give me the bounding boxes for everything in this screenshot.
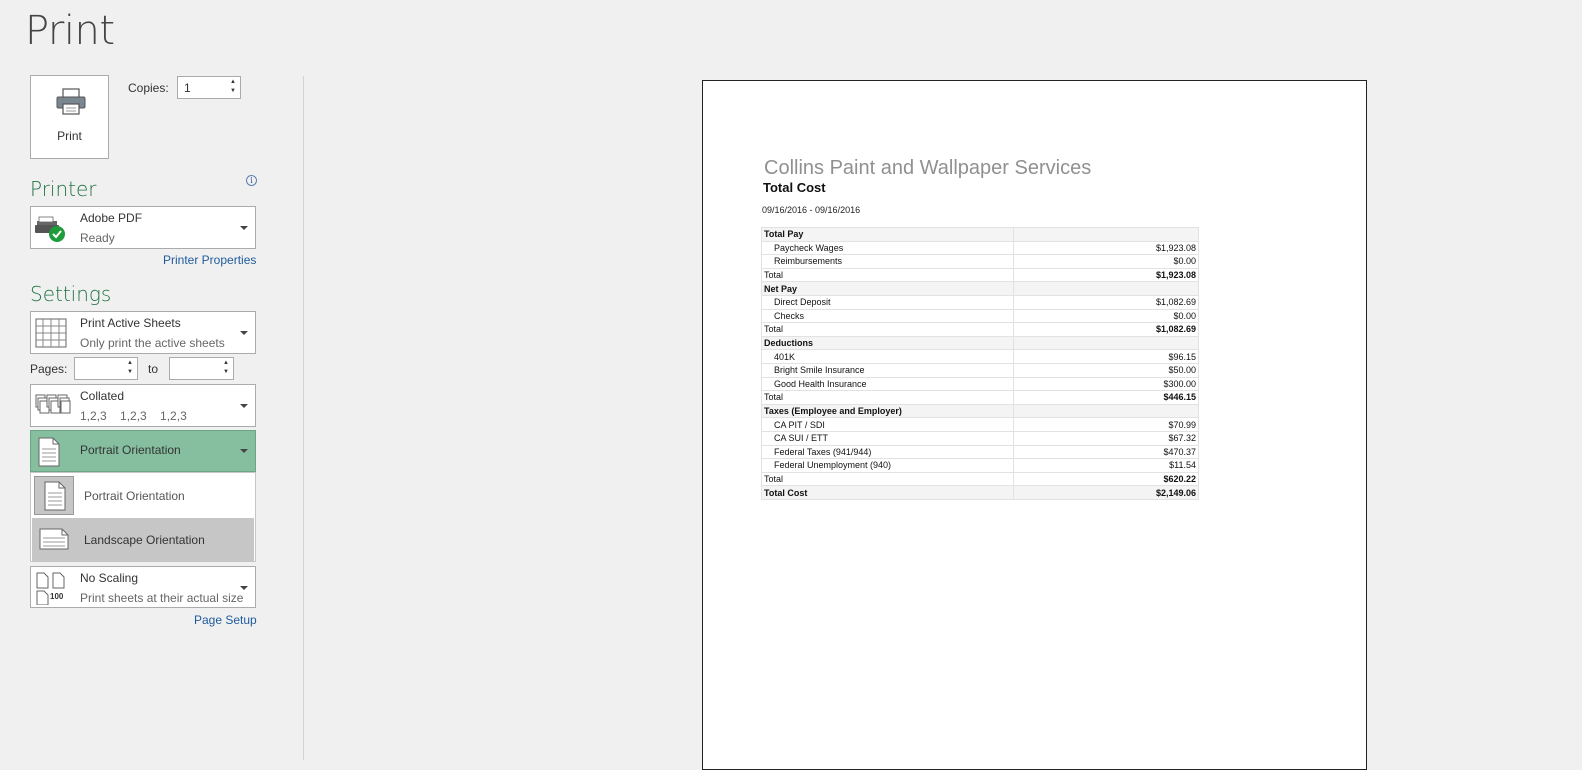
- row-label: Total: [762, 323, 1014, 337]
- row-value: [1014, 404, 1199, 418]
- portrait-page-icon: [44, 481, 66, 511]
- row-value: $67.32: [1014, 431, 1199, 445]
- row-value: $470.37: [1014, 445, 1199, 459]
- table-row: [762, 295, 1199, 309]
- scaling-sub: Print sheets at their actual size: [80, 591, 244, 605]
- printer-icon: [56, 88, 86, 116]
- table-row: [762, 255, 1199, 269]
- print-button-label: Print: [57, 129, 82, 143]
- table-row: [762, 241, 1199, 255]
- row-label: Good Health Insurance: [762, 377, 1014, 391]
- row-label: CA PIT / SDI: [762, 418, 1014, 432]
- table-row: [762, 268, 1199, 282]
- row-label: Paycheck Wages: [762, 241, 1014, 255]
- table-row: [762, 228, 1199, 242]
- table-row: [762, 336, 1199, 350]
- collate-sub: 1,2,3 1,2,3 1,2,3: [80, 409, 187, 423]
- portrait-page-icon: [38, 437, 60, 467]
- row-label: Reimbursements: [762, 255, 1014, 269]
- table-row: [762, 350, 1199, 364]
- stepper-arrows-icon[interactable]: ▲ ▼: [127, 360, 133, 375]
- scaling-dropdown[interactable]: [30, 566, 256, 608]
- row-label: Checks: [762, 309, 1014, 323]
- info-icon[interactable]: i: [246, 175, 257, 186]
- print-button[interactable]: [30, 75, 109, 159]
- print-preview-page: [702, 80, 1367, 770]
- row-value: $1,923.08: [1014, 241, 1199, 255]
- pages-to-stepper[interactable]: [169, 357, 234, 380]
- printer-status: Ready: [80, 231, 115, 245]
- collated-pages-icon: [35, 393, 71, 419]
- row-value: $50.00: [1014, 363, 1199, 377]
- scaling-main: No Scaling: [80, 571, 139, 585]
- row-label: Direct Deposit: [762, 295, 1014, 309]
- pages-to-label: to: [148, 362, 159, 376]
- row-label: CA SUI / ETT: [762, 431, 1014, 445]
- printer-heading: Printer: [30, 177, 97, 201]
- report-date-range: 09/16/2016 - 09/16/2016: [762, 205, 861, 215]
- orientation-menu: [30, 472, 256, 562]
- orientation-dropdown[interactable]: [30, 430, 256, 472]
- chevron-down-icon: [240, 226, 248, 230]
- row-label: Bright Smile Insurance: [762, 363, 1014, 377]
- row-value: $0.00: [1014, 255, 1199, 269]
- menu-item-landscape[interactable]: [32, 518, 254, 561]
- table-row: [762, 391, 1199, 405]
- row-label: Total Cost: [762, 486, 1014, 500]
- report-table: [761, 227, 1199, 500]
- pages-from-stepper[interactable]: [74, 357, 138, 380]
- landscape-page-icon: [39, 528, 69, 550]
- portrait-icon-frame: [34, 476, 74, 515]
- stepper-arrows-icon[interactable]: ▲ ▼: [230, 79, 236, 94]
- chevron-down-icon: [240, 586, 248, 590]
- row-value: $446.15: [1014, 391, 1199, 405]
- panel-divider: [303, 76, 304, 760]
- table-row: [762, 418, 1199, 432]
- menu-item-portrait[interactable]: [32, 474, 254, 517]
- row-label: Total Pay: [762, 228, 1014, 242]
- pages-label: Pages:: [30, 362, 68, 376]
- row-label: Total: [762, 268, 1014, 282]
- collate-dropdown[interactable]: [30, 384, 256, 427]
- row-label: Total: [762, 472, 1014, 486]
- report-title: Total Cost: [763, 180, 826, 195]
- row-value: $11.54: [1014, 459, 1199, 473]
- chevron-down-icon: [240, 404, 248, 408]
- table-row: [762, 282, 1199, 296]
- table-row: [762, 459, 1199, 473]
- print-what-dropdown[interactable]: [30, 311, 256, 354]
- row-value: $0.00: [1014, 309, 1199, 323]
- row-label: Net Pay: [762, 282, 1014, 296]
- row-value: $70.99: [1014, 418, 1199, 432]
- table-row: [762, 377, 1199, 391]
- row-value: $1,923.08: [1014, 268, 1199, 282]
- copies-stepper[interactable]: [177, 76, 241, 99]
- row-value: $2,149.06: [1014, 486, 1199, 500]
- row-label: Deductions: [762, 336, 1014, 350]
- row-value: [1014, 228, 1199, 242]
- row-value: [1014, 336, 1199, 350]
- printer-ready-icon: [35, 215, 67, 243]
- menu-item-portrait-label: Portrait Orientation: [84, 489, 185, 503]
- menu-item-landscape-label: Landscape Orientation: [84, 533, 205, 547]
- chevron-down-icon: [240, 449, 248, 453]
- printer-dropdown[interactable]: [30, 206, 256, 249]
- row-value: $1,082.69: [1014, 295, 1199, 309]
- row-label: Total: [762, 391, 1014, 405]
- table-row: [762, 431, 1199, 445]
- row-value: $620.22: [1014, 472, 1199, 486]
- row-label: Federal Taxes (941/944): [762, 445, 1014, 459]
- table-row: [762, 309, 1199, 323]
- table-row: [762, 472, 1199, 486]
- copies-label: Copies:: [128, 81, 169, 95]
- row-value: [1014, 282, 1199, 296]
- page-title: Print: [25, 8, 115, 54]
- collate-main: Collated: [80, 389, 125, 403]
- row-value: $300.00: [1014, 377, 1199, 391]
- row-label: 401K: [762, 350, 1014, 364]
- row-value: $1,082.69: [1014, 323, 1199, 337]
- row-label: Taxes (Employee and Employer): [762, 404, 1014, 418]
- orientation-main: Portrait Orientation: [80, 443, 181, 457]
- print-what-main: Print Active Sheets: [80, 316, 181, 330]
- table-row: [762, 486, 1199, 500]
- copies-value: 1: [184, 81, 191, 95]
- scaling-icon-label: 100: [50, 592, 64, 601]
- table-row: [762, 445, 1199, 459]
- chevron-down-icon: [240, 331, 248, 335]
- stepper-arrows-icon[interactable]: ▲ ▼: [223, 360, 229, 375]
- printer-properties-link[interactable]: Printer Properties: [163, 253, 257, 267]
- page-setup-link[interactable]: Page Setup: [194, 613, 257, 627]
- table-row: [762, 323, 1199, 337]
- sheet-grid-icon: [35, 318, 67, 348]
- row-label: Federal Unemployment (940): [762, 459, 1014, 473]
- settings-heading: Settings: [30, 282, 112, 306]
- row-value: $96.15: [1014, 350, 1199, 364]
- table-row: [762, 404, 1199, 418]
- table-row: [762, 363, 1199, 377]
- printer-name: Adobe PDF: [80, 211, 143, 225]
- print-what-sub: Only print the active sheets: [80, 336, 225, 350]
- report-company: Collins Paint and Wallpaper Services: [764, 157, 1092, 179]
